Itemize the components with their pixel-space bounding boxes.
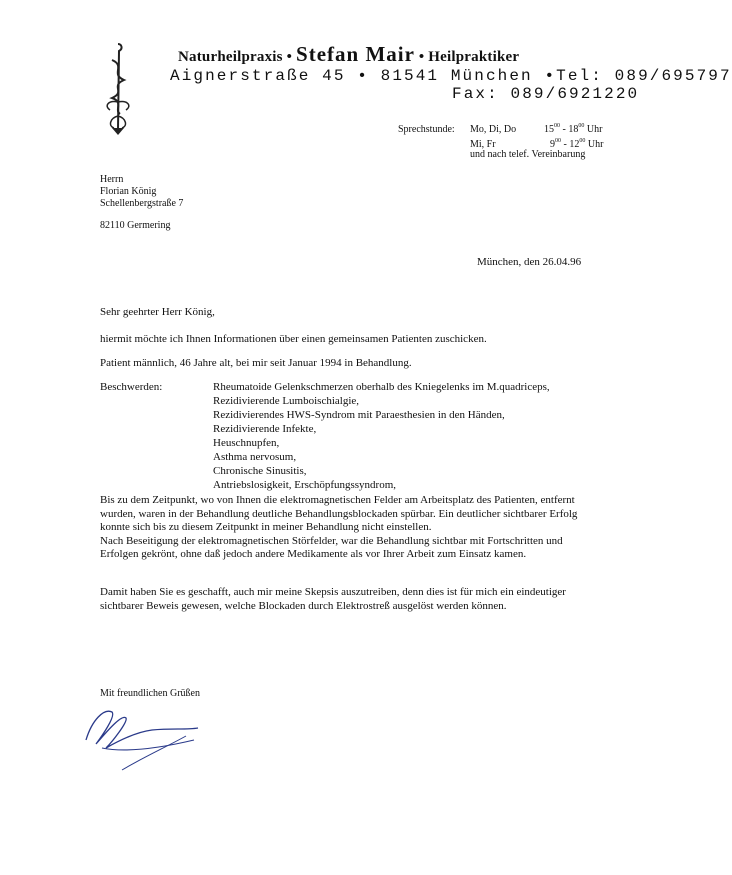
fax-number: Fax: 089/6921220 [452, 85, 640, 103]
hours-time-2: $9^{00} - 12^{00}$ Uhr [550, 138, 604, 150]
hours-time-1: $15^{00} - 18^{00}$ Uhr [544, 123, 603, 135]
closing: Mit freundlichen Grüßen [100, 688, 200, 699]
complaint-item: Asthma nervosum, [213, 451, 297, 463]
practice-label: Naturheilpraxis [178, 49, 283, 65]
recipient-address [100, 174, 183, 210]
phone-number: Tel: 089/695797 [556, 67, 732, 85]
patient-line: Patient männlich, 46 Jahre alt, bei mir seit Januar 1994 in Behandlung. [100, 357, 412, 369]
greeting: Sehr geehrter Herr König, [100, 306, 215, 318]
signature [82, 700, 202, 772]
complaint-item: Rheumatoide Gelenkschmerzen oberhalb des Kniegelenks im M.quadriceps, [213, 381, 550, 393]
complaint-item: Chronische Sinusitis, [213, 465, 307, 477]
practitioner-title: Heilpraktiker [428, 49, 520, 65]
practitioner-name: Stefan Mair [296, 42, 415, 66]
recipient-street: Schellenbergstraße 7 [100, 198, 184, 209]
hours-days-2: Mi, Fr [470, 139, 496, 150]
complaints-list [213, 380, 550, 492]
complaints-label: Beschwerden: [100, 381, 163, 393]
complaint-item: Antriebslosigkeit, Erschöpfungssyndrom, [213, 479, 397, 491]
hours-appointment-note: und nach telef. Vereinbarung [470, 149, 586, 160]
recipient-city: 82110 Germering [100, 220, 171, 231]
letterhead-title: Naturheilpraxis • Stefan Mair • Heilpraktiker [178, 42, 520, 66]
complaint-item: Rezidivierende Infekte, [213, 423, 317, 435]
caduceus-logo [100, 40, 136, 136]
complaint-item: Heuschnupfen, [213, 437, 280, 449]
recipient-salutation: Herrn [100, 174, 124, 185]
date-line: München, den 26.04.96 [477, 256, 582, 268]
recipient-name: Florian König [100, 186, 157, 197]
hours-label: Sprechstunde: [398, 124, 455, 135]
hours-days-1: Mo, Di, Do [470, 124, 517, 135]
complaint-item: Rezidivierendes HWS-Syndrom mit Paraesthesien in den Händen, [213, 409, 505, 421]
paragraph-1: Bis zu dem Zeitpunkt, wo von Ihnen die elektromagnetischen Felder am Arbeitsplatz des Patienten, entfernt wurden, waren in der Behandlung deutliche Behandlungsblockaden spürbar. Ein deutlicher sichtbarer Erfolg konnte sich bis zu diesem Zeitpunkt in meiner Behandlung nicht einstellen. Nach Beseitigung der elektromagnetischen Störfelder, war die Behandlung sichtbar mit Fortschritten und Erfolgen gekrönt, ohne daß jedoch andere Medikamente als vor Ihrer Arbeit zum Einsatz kamen. [100, 494, 578, 560]
letterhead-address: Aignerstraße 45 • 81541 München •Tel: 089/695797 [170, 67, 732, 85]
intro-line: hiermit möchte ich Ihnen Informationen über einen gemeinsamen Patienten zuschicken. [100, 333, 487, 345]
complaint-item: Rezidivierende Lumboischialgie, [213, 395, 360, 407]
paragraph-2: Damit haben Sie es geschafft, auch mir meine Skepsis auszutreiben, denn dies ist für mich ein eindeutiger sichtbarer Beweis gewesen, welche Blockaden durch Elektrostreß ausgelöst werden können. [100, 586, 566, 612]
